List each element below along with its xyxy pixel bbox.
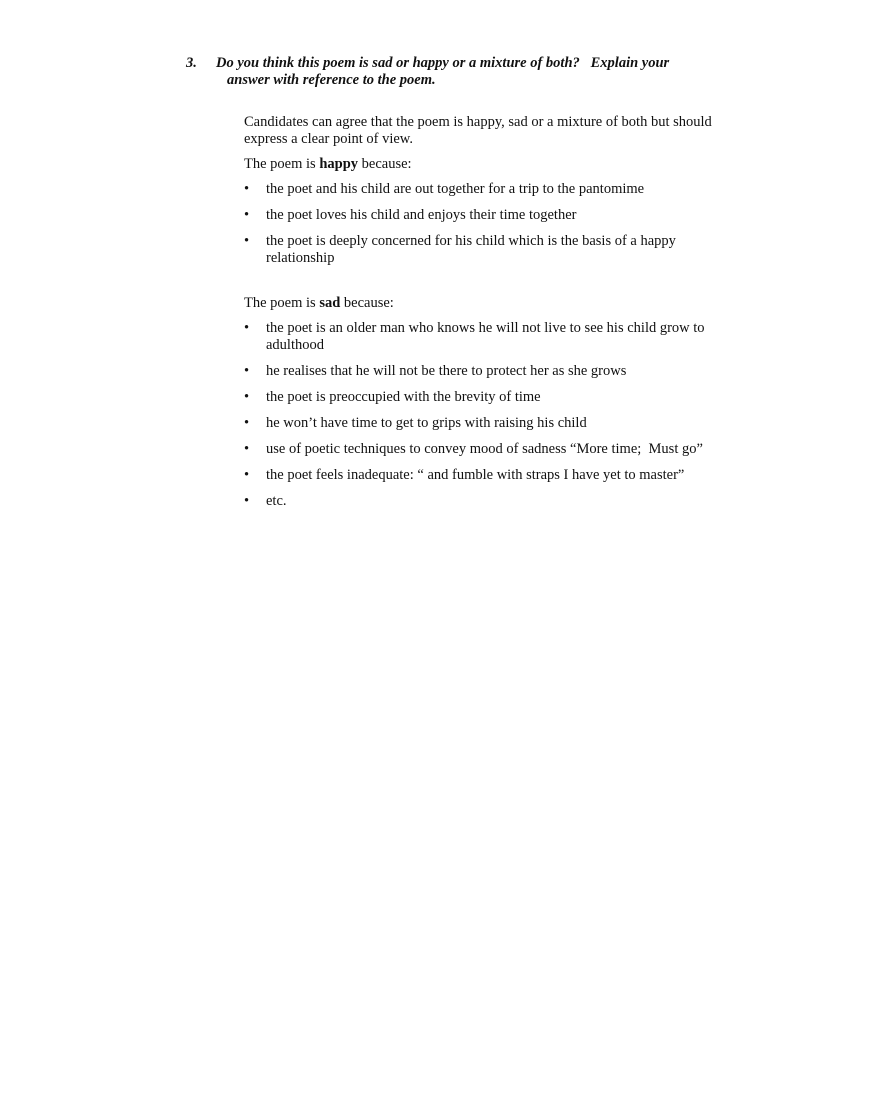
list-item [244, 415, 714, 432]
list-item-text: the poet and his child are out together for a trip to the pantomime [266, 181, 645, 197]
sad-heading [244, 295, 714, 312]
list-item-text: the poet is an older man who knows he will not live to see his child grow to adulthood [266, 320, 705, 353]
bullet-icon: • [244, 363, 250, 379]
happy-heading [244, 156, 714, 173]
list-item [244, 493, 714, 510]
intro-paragraph: Candidates can agree that the poem is happy, sad or a mixture of both but should express a clear point of view. [244, 114, 712, 147]
sad-heading-prefix: The poem is [244, 295, 320, 311]
list-item-text: he realises that he will not be there to protect her as she grows [266, 363, 627, 379]
happy-bullet-list [244, 181, 714, 267]
list-item-text: etc. [266, 493, 287, 509]
question-text-line-2: answer with reference to the poem. [227, 72, 436, 88]
list-item [244, 389, 714, 406]
list-item-text: the poet is preoccupied with the brevity of time [266, 389, 541, 405]
sad-bullet-list [244, 320, 714, 510]
bullet-icon: • [244, 493, 250, 509]
list-item [244, 181, 714, 198]
question-number: 3. [186, 55, 197, 71]
list-item [244, 207, 714, 224]
list-item [244, 320, 714, 354]
list-item-text: the poet loves his child and enjoys their time together [266, 207, 577, 223]
section-spacer [244, 276, 714, 295]
list-item [244, 441, 714, 458]
question-text-line-1: Do you think this poem is sad or happy or a mixture of both? Explain your [216, 55, 670, 71]
bullet-icon: • [244, 233, 250, 249]
bullet-icon: • [244, 415, 250, 431]
list-item [244, 467, 714, 484]
happy-heading-suffix: because: [358, 156, 412, 172]
bullet-icon: • [244, 467, 250, 483]
bullet-icon: • [244, 389, 250, 405]
bullet-icon: • [244, 320, 250, 336]
list-item-text: the poet feels inadequate: “ and fumble with straps I have yet to master” [266, 467, 685, 483]
list-item-text: the poet is deeply concerned for his child which is the basis of a happy relationship [266, 233, 676, 266]
happy-keyword: happy [319, 156, 359, 172]
list-item [244, 363, 714, 380]
list-item-text: use of poetic techniques to convey mood of sadness “More time; Must go” [266, 441, 703, 457]
bullet-icon: • [244, 441, 250, 457]
happy-heading-prefix: The poem is [244, 156, 320, 172]
sad-heading-suffix: because: [340, 295, 394, 311]
bullet-icon: • [244, 207, 250, 223]
sad-keyword: sad [319, 295, 341, 311]
bullet-icon: • [244, 181, 250, 197]
marking-guidance [244, 114, 714, 519]
list-item-text: he won’t have time to get to grips with raising his child [266, 415, 587, 431]
list-item [244, 233, 714, 267]
